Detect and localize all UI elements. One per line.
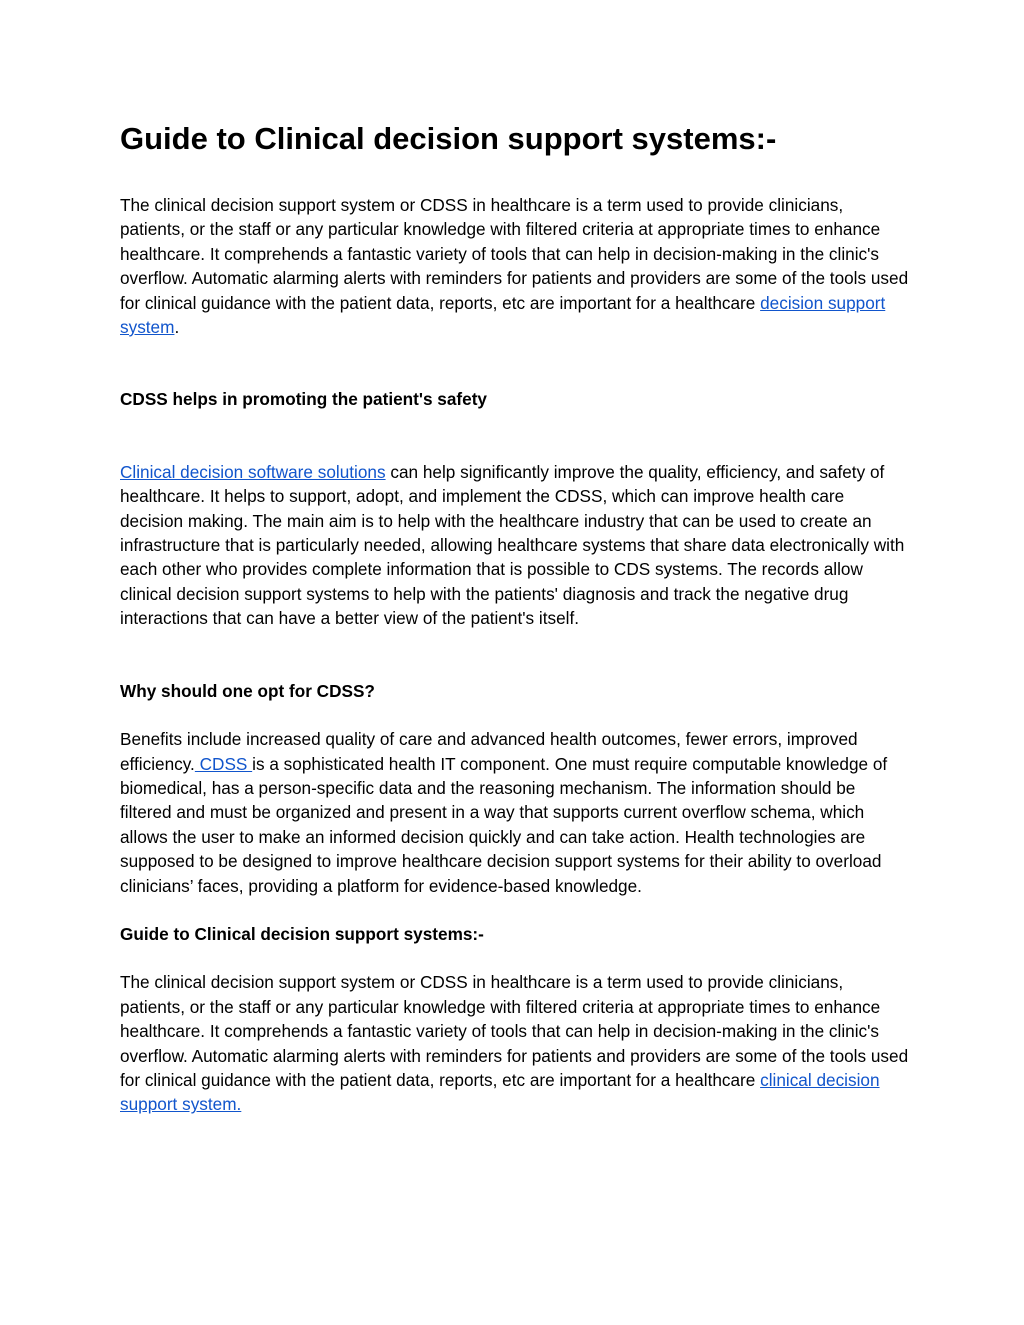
patient-safety-paragraph	[120, 460, 910, 631]
why-cdss-heading: Why should one opt for CDSS?	[120, 680, 375, 701]
benefits-text-end: is a sophisticated health IT component. One must require computable knowledge of biomedical, has a person-specific data and the reasoning mechanism. The information should be filtered and must be organized and present in a way that supports current overflow schema, which allows the user to make an informed decision quickly and can take action. Health technologies are supposed to be designed to improve healthcare decision support systems for their ability to overload clinicians’ faces, providing a platform for evidence-based knowledge.	[120, 753, 888, 896]
intro-text: The clinical decision support system or CDSS in healthcare is a term used to provide clinicians, patients, or the staff or any particular knowledge with filtered criteria at appropriate times to enhance healthcare. It comprehends a fantastic variety of tools that can help in decision-making in the clinic's overflow. Automatic alarming alerts with reminders for patients and providers are some of the tools used for clinical guidance with the patient data, reports, etc are important for a healthcare	[120, 195, 909, 313]
patient-safety-heading: CDSS helps in promoting the patient's safety	[120, 389, 487, 410]
intro-paragraph	[120, 193, 910, 339]
clinical-decision-software-link[interactable]: Clinical decision software solutions	[120, 461, 386, 482]
intro-text-end: .	[174, 317, 180, 338]
benefits-text: Benefits include increased quality of care and advanced health outcomes, fewer errors, improved efficiency.	[120, 729, 858, 774]
guide-heading: Guide to Clinical decision support systems:-	[120, 923, 484, 944]
guide-text: The clinical decision support system or CDSS in healthcare is a term used to provide clinicians, patients, or the staff or any particular knowledge with filtered criteria at appropriate times to enhance healthcare. It comprehends a fantastic variety of tools that can help in decision-making in the clinic's overflow. Automatic alarming alerts with reminders for patients and providers are some of the tools used for clinical guidance with the patient data, reports, etc are important for a healthcare	[120, 972, 909, 1090]
guide-paragraph	[120, 970, 910, 1116]
document-page	[120, 118, 910, 1117]
benefits-paragraph	[120, 727, 910, 898]
clinical-decision-support-system-link[interactable]: clinical decision support system.	[120, 1069, 880, 1115]
cdss-link[interactable]: CDSS	[194, 753, 253, 774]
document-title: Guide to Clinical decision support systems:-	[120, 121, 777, 156]
decision-support-system-link[interactable]: decision support system	[120, 292, 886, 338]
patient-safety-text: can help significantly improve the quality, efficiency, and safety of healthcare. It helps to support, adopt, and implement the CDSS, which can improve health care decision making. The main aim is to help with the healthcare industry that can be used to create an infrastructure that is particularly needed, allowing healthcare systems that share data electronically with each other who provides complete information that is possible to CDS systems. The records allow clinical decision support systems to help with the patients' diagnosis and track the negative drug interactions that can have a better view of the patient's itself.	[120, 461, 905, 629]
